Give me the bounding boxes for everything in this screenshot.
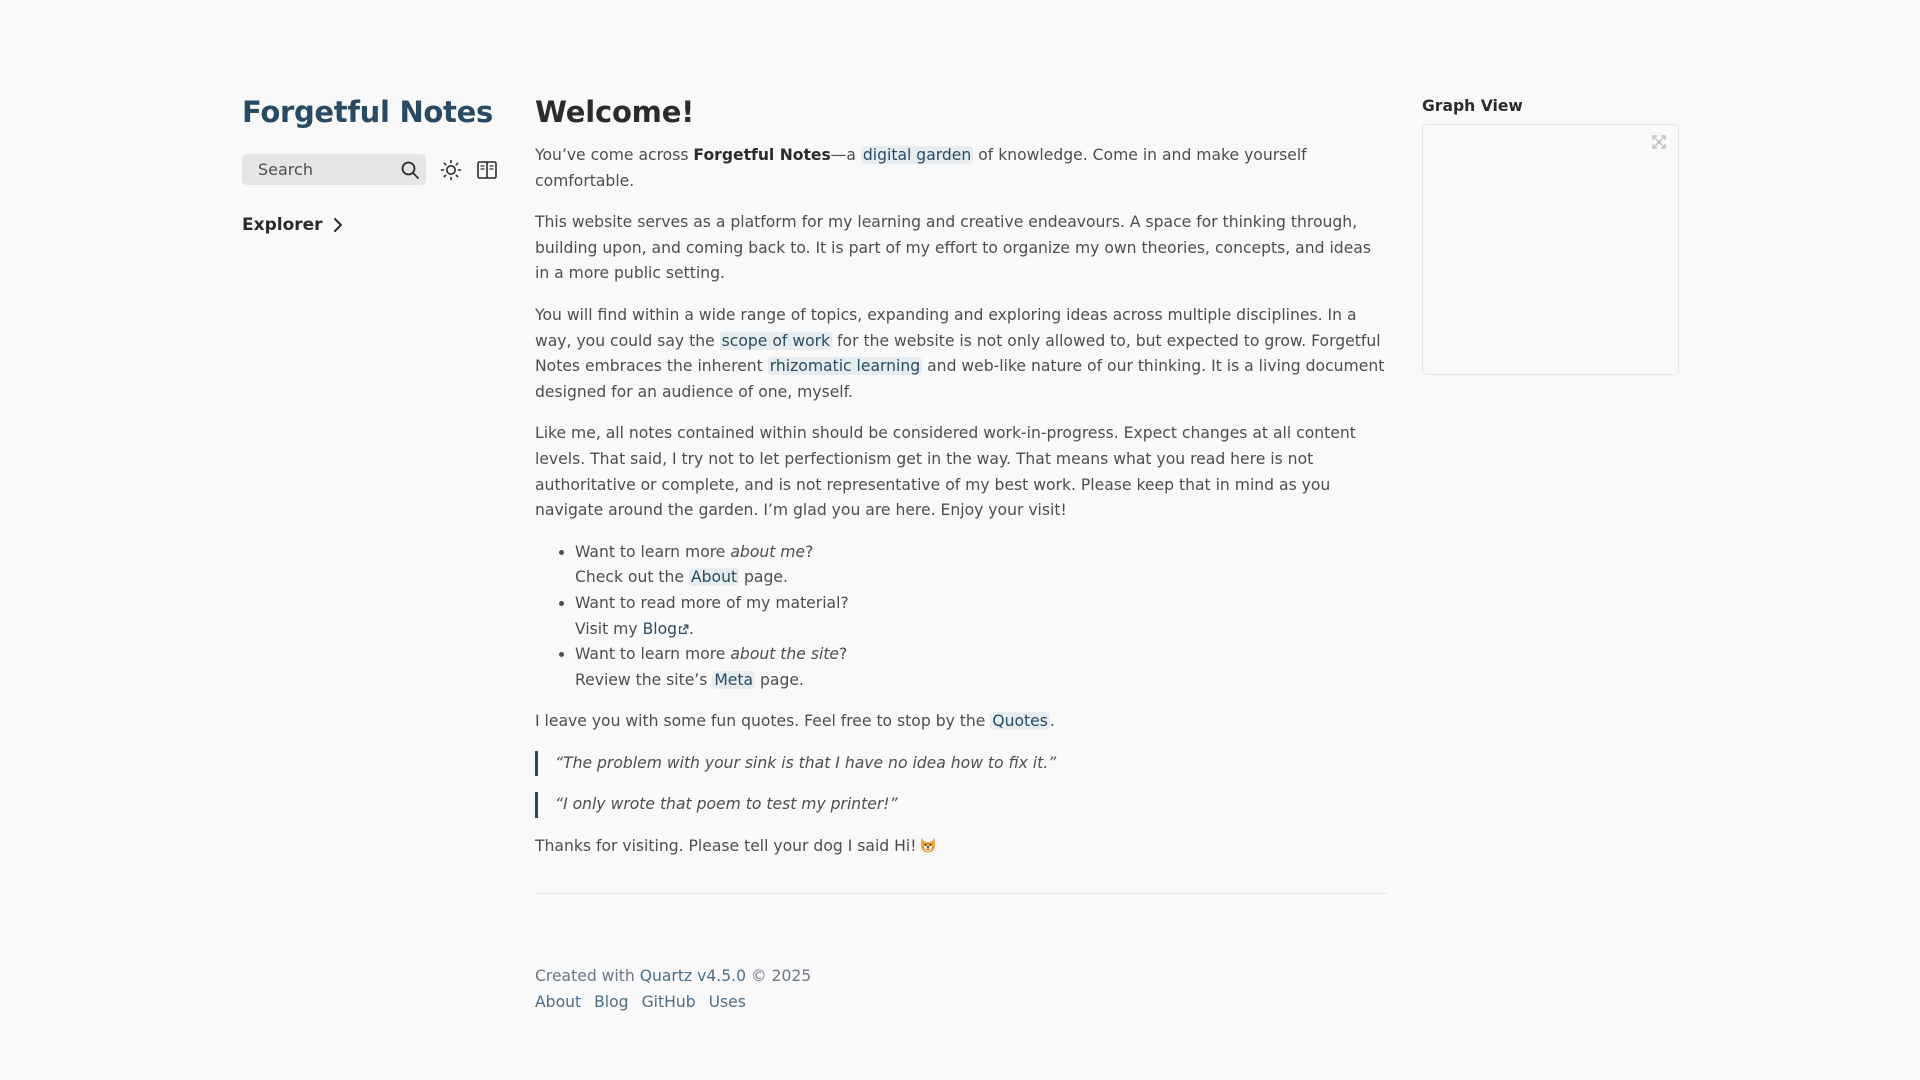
blog-link-label: Blog xyxy=(642,619,678,638)
dog-face-icon xyxy=(919,836,937,863)
explorer-toggle[interactable] xyxy=(242,215,512,235)
page-title: Welcome! xyxy=(535,95,695,129)
reader-mode-toggle[interactable] xyxy=(476,159,498,181)
rhizomatic-learning-link[interactable]: rhizomatic learning xyxy=(769,357,921,376)
left-sidebar xyxy=(242,92,512,235)
site-title-link[interactable]: Forgetful Notes xyxy=(242,95,493,129)
footer-link-uses[interactable]: Uses xyxy=(708,992,746,1011)
sidebar-tools xyxy=(242,154,512,185)
sun-icon xyxy=(440,159,462,181)
explorer-label: Explorer xyxy=(242,215,323,235)
list-item xyxy=(575,642,1387,693)
intro-mid: —a xyxy=(830,146,861,164)
intro-post: of knowledge. Come in and make yourself comfortable. xyxy=(535,146,1307,190)
scope-text-b: for the website is not only allowed to, but expected to grow. Forgetful Notes embraces the inherent xyxy=(535,331,1381,376)
search-button[interactable] xyxy=(242,154,426,185)
intro-paragraph xyxy=(535,143,1387,194)
graph-view-title: Graph View xyxy=(1422,97,1523,115)
footer-links xyxy=(535,990,811,1016)
list-question: Want to learn more xyxy=(575,542,731,561)
content-divider xyxy=(535,893,1387,894)
external-link-icon xyxy=(678,624,689,635)
list-item xyxy=(575,591,1387,642)
list-question-end: ? xyxy=(805,542,814,561)
list-answer: Check out the xyxy=(575,568,689,587)
search-icon xyxy=(400,160,420,180)
scope-text-a: You will find within a wide range of topics, expanding and exploring ideas across multiple disciplines. In a way, you could say the xyxy=(535,305,1357,350)
quotes-intro-post: . xyxy=(1049,712,1055,731)
scope-of-work-link[interactable]: scope of work xyxy=(721,331,831,350)
digital-garden-link[interactable]: digital garden xyxy=(862,146,972,164)
footer-link-about[interactable]: About xyxy=(535,992,582,1011)
paragraph-wip: Like me, all notes contained within should be considered work-in-progress. Expect changes at all content levels. That said, I try not to let perfectionism get in the way. That means what you read here is not authoritative or complete, and is not representative of my best work. Please keep that in mind as you navigate around the garden. I’m glad you are here. Enjoy your visit! xyxy=(535,424,1356,520)
list-question: Want to learn more xyxy=(575,645,731,664)
quotes-intro xyxy=(535,709,1387,735)
quote-printer: “I only wrote that poem to test my printer!” xyxy=(535,792,1387,818)
scope-text-c: and web-like nature of our thinking. It is a living document designed for an audience of one, myself. xyxy=(535,357,1385,401)
list-question: Want to read more of my material? xyxy=(575,593,849,612)
chevron-right-icon xyxy=(331,217,345,233)
global-graph-button[interactable] xyxy=(1650,133,1668,155)
darkmode-toggle[interactable] xyxy=(440,159,462,181)
list-answer-end: page. xyxy=(739,568,788,587)
quote-sink: “The problem with your sink is that I have no idea how to fix it.” xyxy=(535,751,1387,777)
list-answer-end: page. xyxy=(755,670,804,689)
footer-credit-post: © 2025 xyxy=(746,967,812,985)
blog-external-link[interactable] xyxy=(643,620,689,638)
about-link[interactable]: About xyxy=(690,568,738,587)
list-answer: Review the site’s xyxy=(575,670,713,689)
meta-link[interactable]: Meta xyxy=(714,670,754,689)
list-question-end: ? xyxy=(839,645,848,664)
quotes-link[interactable]: Quotes xyxy=(992,712,1048,731)
list-answer-end: . xyxy=(689,619,695,638)
list-question-emphasis: about me xyxy=(730,542,806,561)
list-answer: Visit my xyxy=(575,619,643,638)
main-content xyxy=(535,92,1387,894)
right-sidebar xyxy=(1422,96,1679,375)
closing-text: Thanks for visiting. Please tell your dog I said Hi! xyxy=(535,837,917,856)
search-label: Search xyxy=(258,160,313,179)
footer-link-github[interactable]: GitHub xyxy=(641,992,696,1011)
paragraph-purpose: This website serves as a platform for my learning and creative endeavours. A space for thinking through, building upon, and coming back to. It is part of my effort to organize my own theories, concepts, and ideas in a more public setting. xyxy=(535,213,1371,283)
info-list xyxy=(535,540,1387,694)
quotes-intro-pre: I leave you with some fun quotes. Feel free to stop by the xyxy=(535,712,991,731)
book-icon xyxy=(476,159,498,181)
list-question-emphasis: about the site xyxy=(730,645,840,664)
paragraph-scope xyxy=(535,303,1387,405)
intro-strong: Forgetful Notes xyxy=(693,146,831,164)
quartz-link[interactable]: Quartz v4.5.0 xyxy=(639,967,747,985)
article-body xyxy=(535,143,1387,894)
footer-credit xyxy=(535,964,811,990)
intro-pre: You’ve come across xyxy=(535,146,694,164)
list-item xyxy=(575,540,1387,591)
footer-credit-pre: Created with xyxy=(535,967,640,985)
closing-paragraph xyxy=(535,834,1387,863)
footer-link-blog[interactable]: Blog xyxy=(594,992,629,1011)
expand-graph-icon xyxy=(1650,133,1668,151)
footer xyxy=(535,964,811,1015)
graph-view-canvas[interactable] xyxy=(1422,124,1679,375)
